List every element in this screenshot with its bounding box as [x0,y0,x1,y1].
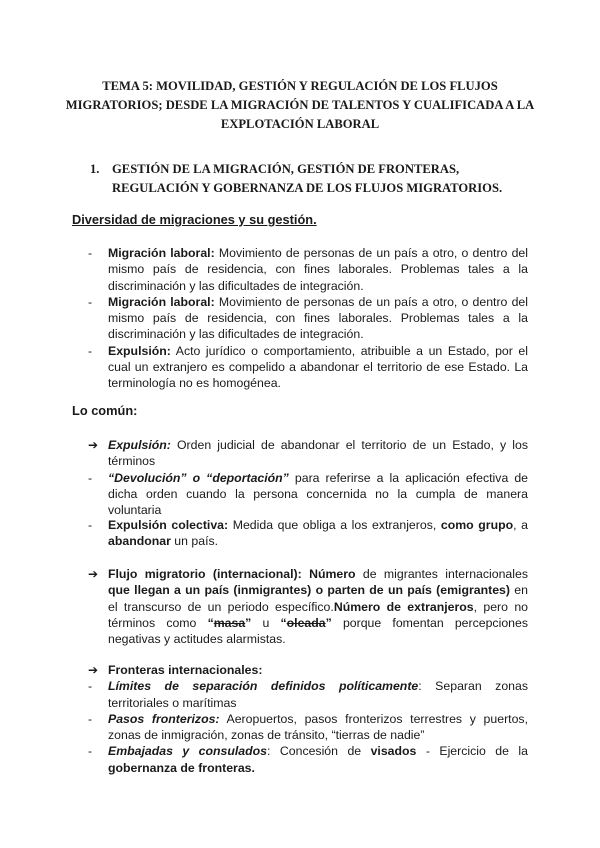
definitions-list [88,245,528,392]
list-item [88,470,528,519]
dash-marker: - [88,294,93,309]
term: “Devolución” o “deportación” [108,470,289,485]
section-number: 1. [90,162,100,176]
list-item [88,711,528,744]
arrow-icon: ➔ [88,567,99,581]
emphasis: Número de extranjeros [333,599,474,614]
list-item [88,743,528,776]
list-item [88,566,528,647]
definition: Aeropuertos, pasos fronterizos terrestres y puertos, zonas de inmigración, zonas de tránsito, “tierras de nadie” [108,711,528,743]
definition-text: en el transcurso de un periodo específico. [108,583,528,614]
dash-marker: - [88,711,93,726]
definition: para referirse a la aplicación efectiva de dicha orden cuando la persona concernida no la cumpla de manera voluntaria [108,470,528,518]
arrow-icon: ➔ [88,438,99,452]
quote-mark: ” [325,615,332,630]
struck-term: masa [213,615,246,630]
list-item [88,517,528,550]
dash-marker: - [88,343,93,358]
term: Embajadas y consulados [108,744,268,759]
definition-text: - Ejercicio de la [416,744,528,759]
term: Expulsión: [108,343,171,358]
emphasis: como grupo [440,518,514,532]
term: Expulsión: [108,438,171,452]
term: Pasos fronterizos: [108,711,220,726]
definition-text: de migrantes internacionales [355,567,528,581]
definition-text: porque fomentan percepciones negativas y actitudes alarmistas. [108,615,528,647]
section-heading-text: GESTIÓN DE LA MIGRACIÓN, GESTIÓN DE FRONTERAS, REGULACIÓN Y GOBERNANZA DE LOS FLUJOS MIGRATORIOS. [112,162,503,195]
definition-text: : Concesión de [267,744,371,759]
list-item [88,245,528,294]
arrow-icon: ➔ [88,663,99,677]
section-heading [90,160,530,198]
definition: Orden judicial de abandonar el territorio de un Estado, y los términos [108,438,528,469]
struck-term: oleada [286,615,326,630]
term: Flujo migratorio (internacional): Número [108,567,356,581]
term: Migración laboral: [108,246,215,260]
list-item [88,343,528,392]
definition-text: Medida que obliga a los extranjeros, [228,518,441,532]
quote-mark: ” [245,615,252,630]
dash-marker: - [88,744,93,759]
flujo-list [88,566,528,647]
quote-mark: “ [207,615,214,630]
dash-marker: - [88,246,93,260]
subheading: Diversidad de migraciones y su gestión. [72,212,317,227]
list-item [88,662,528,678]
term: Expulsión colectiva: [108,518,229,532]
list-heading: Fronteras internacionales: [108,663,263,677]
emphasis: gobernanza de fronteras. [108,760,255,775]
expulsion-list [88,437,528,518]
definition-text: , pero no términos como [108,599,529,630]
dash-marker: - [88,518,93,532]
definition-text: , a [513,518,529,532]
emphasis: abandonar [108,534,171,549]
list-item [88,437,528,470]
list-item [88,294,528,343]
lo-comun-heading: Lo común: [72,403,138,418]
colectiva-list [88,517,528,550]
emphasis: visados [370,744,417,759]
definition-text: un país. [170,534,219,549]
definition: Movimiento de personas de un país a otro, o dentro del mismo país de residencia, con fines laborales. Problemas tales a la discriminación y las dificultades de integración. [108,294,528,342]
definition: Acto jurídico o comportamiento, atribuible a un Estado, por el cual un extranjero es compelido a abandonar el territorio de ese Estado. La terminología no es homogénea. [108,343,528,391]
emphasis: que llegan a un país (inmigrantes) o parten de un país (emigrantes) [108,583,510,598]
term: Límites de separación definidos políticamente [108,679,419,694]
definition: Movimiento de personas de un país a otro, o dentro del mismo país de residencia, con fines laborales. Problemas tales a la discriminación y las dificultades de integración. [108,246,528,293]
quote-mark: “ [280,615,287,630]
dash-marker: - [88,679,93,694]
list-item [88,678,528,711]
dash-marker: - [88,470,93,485]
document-title: TEMA 5: MOVILIDAD, GESTIÓN Y REGULACIÓN DE LOS FLUJOS MIGRATORIOS; DESDE LA MIGRACIÓN DE TALENTOS Y CUALIFICADA A LA EXPLOTACIÓN LABORAL [65,79,535,131]
definition: : Separan zonas territoriales o marítimas [108,679,528,710]
term: Migración laboral: [108,294,215,309]
definition-text: u [251,615,281,630]
fronteras-list [88,662,528,776]
